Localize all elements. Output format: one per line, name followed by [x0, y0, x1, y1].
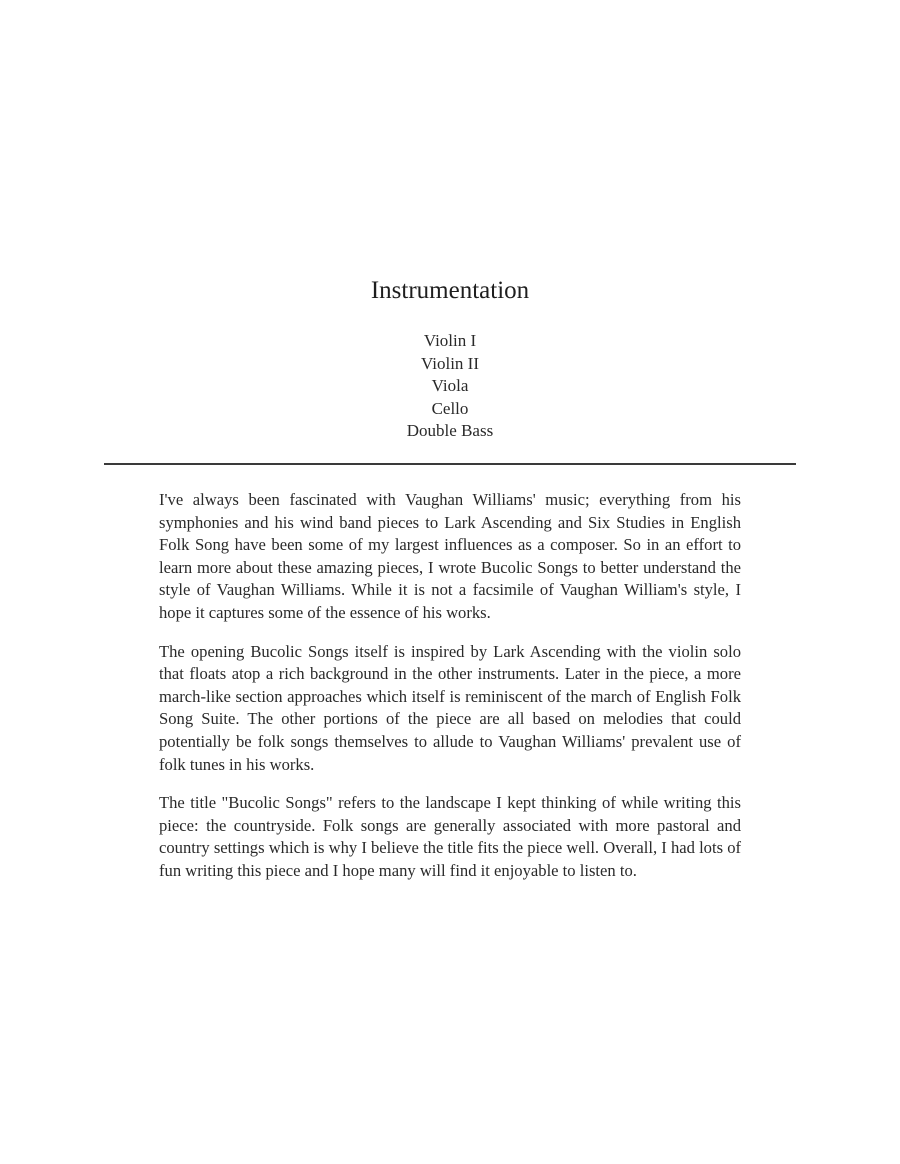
program-notes	[159, 489, 741, 899]
instrument-item: Violin II	[421, 353, 479, 373]
instrument-item: Double Bass	[406, 421, 494, 440]
paragraph: The title "Bucolic Songs" refers to the landscape I kept thinking of while writing this piece: the countryside. Folk songs are generally associated with more pastoral and country settings which is why I believe the title fits the piece well. Overall, I had lots of fun writing this piece and I hope many will find it enjoyable to listen to.	[159, 793, 742, 880]
instrument-item: Violin I	[423, 331, 477, 350]
instrument-list	[0, 330, 900, 443]
section-divider	[104, 463, 796, 465]
instrument-item: Viola	[431, 376, 469, 395]
paragraph: The opening Bucolic Songs itself is inspired by Lark Ascending with the violin solo that floats atop a rich background in the other instruments. Later in the piece, a more march-like section approaches which itself is reminiscent of the march of English Folk Song Suite. The other portions of the piece are all based on melodies that could potentially be folk songs themselves to allude to Vaughan Williams' prevalent use of folk tunes in his works.	[159, 641, 741, 774]
instrument-item: Cello	[431, 398, 469, 418]
paragraph: I've always been fascinated with Vaughan Williams' music; everything from his symphonies and his wind band pieces to Lark Ascending and Six Studies in English Folk Song have been some of my largest influences as a composer. So in an effort to learn more about these amazing pieces, I wrote Bucolic Songs to better understand the style of Vaughan Williams. While it is not a facsimile of Vaughan William's style, I hope it captures some of the essence of his works.	[159, 490, 741, 622]
page-title: Instrumentation	[370, 277, 530, 304]
